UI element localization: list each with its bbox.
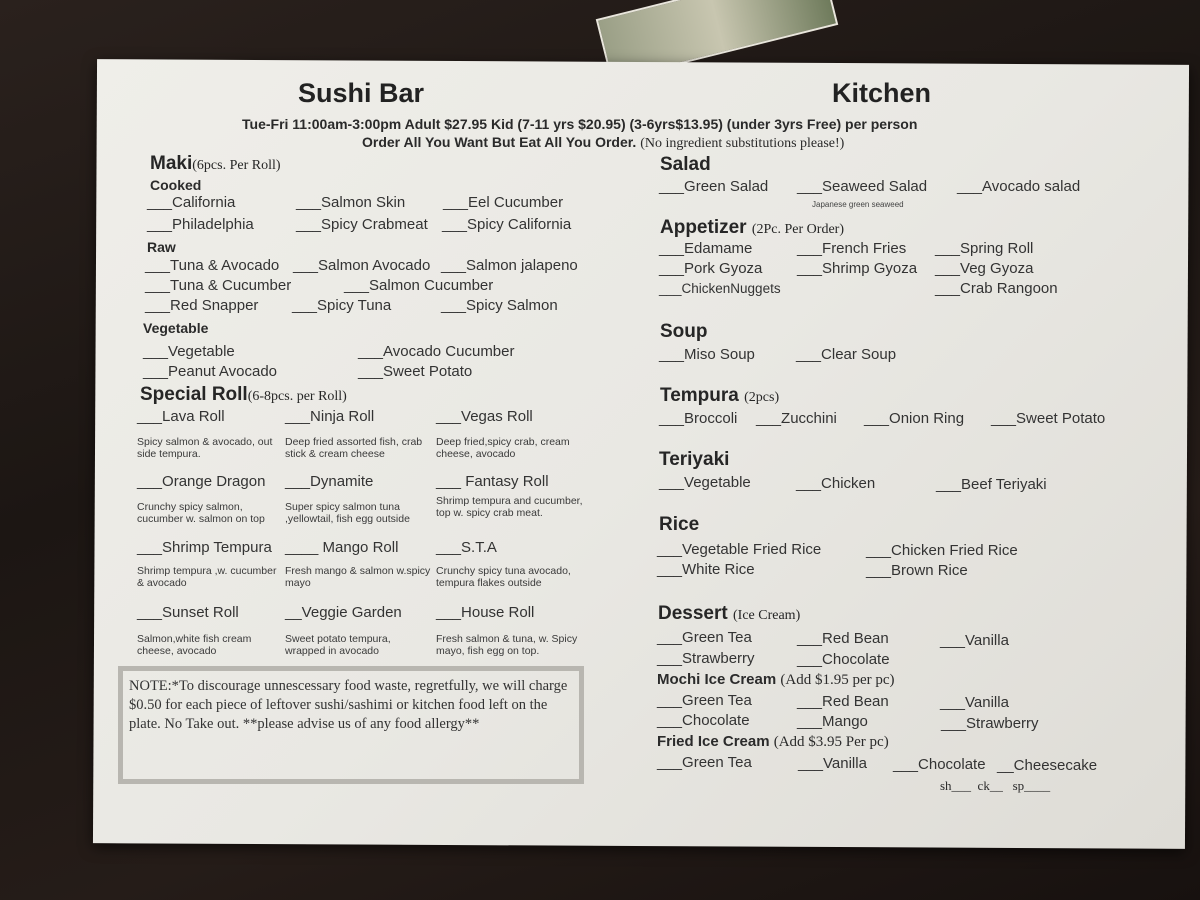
menu-item[interactable]: ___Avocado salad — [957, 178, 1081, 195]
menu-item[interactable]: ___Chicken Fried Rice — [866, 542, 1018, 559]
special-roll-description: Crunchy spicy salmon, cucumber w. salmon on top — [137, 501, 265, 525]
special-roll-description: Fresh mango & salmon w.spicy mayo — [285, 565, 431, 589]
order-policy-bold: Order All You Want But Eat All You Order. — [362, 134, 637, 150]
menu-item[interactable]: ___Beef Teriyaki — [936, 476, 1047, 493]
menu-item[interactable]: ___Edamame — [659, 240, 753, 257]
special-roll-title: Special Roll — [140, 384, 248, 405]
menu-item[interactable]: ___Salmon jalapeno — [441, 257, 578, 274]
special-roll-name[interactable]: ___Orange Dragon — [137, 473, 266, 490]
special-roll-name[interactable]: ___S.T.A — [436, 539, 497, 556]
menu-item[interactable]: ___Tuna & Cucumber — [145, 277, 292, 294]
special-roll-description: Deep fried,spicy crab, cream cheese, avocado — [436, 436, 570, 460]
kitchen-title: Kitchen — [832, 78, 932, 108]
menu-item[interactable]: ___Red Snapper — [145, 297, 259, 314]
menu-item[interactable]: ___Onion Ring — [864, 410, 965, 427]
menu-item[interactable]: ___Broccoli — [659, 410, 738, 427]
menu-item[interactable]: ___Spicy California — [442, 216, 572, 233]
menu-item[interactable]: ___Red Bean — [797, 630, 889, 647]
special-roll-name[interactable]: ___Sunset Roll — [137, 604, 239, 621]
menu-item[interactable]: ___Shrimp Gyoza — [797, 260, 918, 277]
menu-item[interactable]: ___Strawberry — [657, 650, 755, 667]
menu-item[interactable]: ___Strawberry — [941, 715, 1039, 732]
menu-item[interactable]: ___Green Tea — [657, 754, 752, 771]
menu-item[interactable]: ___Salmon Skin — [296, 194, 406, 211]
menu-item[interactable]: ___Chicken — [796, 475, 876, 492]
menu-item[interactable]: ___ChickenNuggets — [659, 281, 781, 296]
special-roll-name[interactable]: ____ Mango Roll — [285, 539, 399, 556]
special-roll-name[interactable]: __Veggie Garden — [285, 604, 402, 621]
menu-item[interactable]: ___Philadelphia — [147, 216, 254, 233]
menu-item[interactable]: ___Miso Soup — [659, 346, 755, 363]
menu-item[interactable]: ___Spicy Crabmeat — [296, 216, 428, 233]
hours-pricing: Tue-Fri 11:00am-3:00pm Adult $27.95 Kid (7-11 yrs $20.95) (3-6yrs$13.95) (under 3yrs Free) per person — [242, 116, 918, 132]
special-roll-description: Shrimp tempura ,w. cucumber & avocado — [137, 565, 277, 589]
fried-note: (Add $3.95 Per pc) — [773, 734, 889, 750]
menu-item[interactable]: ___Vegetable — [659, 474, 751, 491]
menu-item[interactable]: ___Zucchini — [756, 410, 837, 427]
fried-title: Fried Ice Cream — [657, 733, 770, 750]
menu-item[interactable]: ___Vanilla — [940, 694, 1009, 711]
mochi-heading — [657, 671, 895, 689]
seaweed-note: Japanese green seaweed — [812, 200, 904, 209]
maki-title: Maki — [150, 153, 193, 174]
special-roll-description: Crunchy spicy tuna avocado, tempura flakes outside — [436, 565, 571, 589]
special-roll-name[interactable]: ___Shrimp Tempura — [137, 539, 272, 556]
mochi-title: Mochi Ice Cream — [657, 671, 777, 688]
menu-item[interactable]: ___Salmon Avocado — [293, 257, 431, 274]
menu-item[interactable]: ___Vanilla — [940, 632, 1009, 649]
special-roll-description: Salmon,white fish cream cheese, avocado — [137, 633, 252, 657]
special-roll-description: Shrimp tempura and cucumber, top w. spicy crab meat. — [436, 495, 583, 519]
menu-item[interactable]: ___Crab Rangoon — [935, 280, 1058, 297]
cooked-subheading: Cooked — [150, 177, 202, 193]
menu-item[interactable]: ___Vegetable — [143, 343, 235, 360]
maki-note: (6pcs. Per Roll) — [192, 158, 281, 173]
tempura-note: (2pcs) — [744, 390, 780, 405]
menu-item[interactable]: ___White Rice — [657, 561, 755, 578]
vegetable-subheading: Vegetable — [143, 320, 209, 336]
tempura-heading — [660, 385, 779, 407]
special-roll-heading — [140, 384, 347, 406]
menu-item[interactable]: ___Spicy Tuna — [292, 297, 392, 314]
dessert-heading — [658, 603, 800, 625]
food-waste-note: NOTE:*To discourage unnescessary food waste, regretfully, we will charge $0.50 for each piece of leftover sushi/sashimi or kitchen food left on the plate. No Take out. **please advise us of any food allergy** — [118, 666, 584, 784]
soup-heading: Soup — [660, 321, 708, 342]
menu-item[interactable]: ___Vanilla — [798, 755, 867, 772]
sushi-bar-title: Sushi Bar — [298, 78, 425, 108]
teriyaki-heading: Teriyaki — [659, 449, 730, 470]
menu-item[interactable]: ___French Fries — [797, 240, 907, 257]
special-roll-name[interactable]: ___Vegas Roll — [436, 408, 533, 425]
rice-heading: Rice — [659, 514, 700, 535]
fried-ice-cream-heading — [657, 733, 889, 751]
menu-item[interactable]: ___Pork Gyoza — [659, 260, 763, 277]
menu-item[interactable]: ___California — [147, 194, 236, 211]
order-policy — [362, 134, 844, 152]
menu-item[interactable]: ___Veg Gyoza — [935, 260, 1034, 277]
menu-item[interactable]: ___Spicy Salmon — [441, 297, 558, 314]
mochi-note: (Add $1.95 per pc) — [780, 672, 895, 688]
menu-item[interactable]: ___Salmon Cucumber — [344, 277, 494, 294]
menu-item[interactable]: ___Eel Cucumber — [443, 194, 564, 211]
menu-item[interactable]: ___Sweet Potato — [991, 410, 1106, 427]
order-policy-note: (No ingredient substitutions please!) — [640, 136, 845, 151]
menu-item[interactable]: ___Avocado Cucumber — [358, 343, 515, 360]
menu-item[interactable]: ___Chocolate — [893, 756, 986, 773]
menu-item[interactable]: ___Spring Roll — [935, 240, 1034, 257]
menu-item[interactable]: ___Chocolate — [797, 651, 890, 668]
menu-item[interactable]: ___Green Salad — [659, 178, 769, 195]
raw-subheading: Raw — [147, 239, 176, 255]
menu-item[interactable]: ___Mango — [797, 713, 868, 730]
menu-item[interactable]: ___Tuna & Avocado — [145, 257, 280, 274]
special-roll-description: Sweet potato tempura, wrapped in avocado — [285, 633, 391, 657]
appetizer-heading — [660, 217, 844, 239]
staff-codes: sh___ ck__ sp____ — [940, 778, 1051, 793]
special-roll-note: (6-8pcs. per Roll) — [247, 389, 347, 404]
menu-item[interactable]: ___Green Tea — [657, 692, 752, 709]
menu-item[interactable]: ___Peanut Avocado — [143, 363, 278, 380]
dessert-note: (Ice Cream) — [733, 608, 801, 623]
special-roll-description: Deep fried assorted fish, crab stick & cream cheese — [285, 436, 423, 460]
salad-heading: Salad — [660, 154, 711, 175]
menu-item[interactable]: ___Vegetable Fried Rice — [657, 541, 822, 558]
special-roll-description: Fresh salmon & tuna, w. Spicy mayo, fish egg on top. — [436, 633, 578, 657]
special-roll-name[interactable]: ___Ninja Roll — [285, 408, 375, 425]
special-roll-name[interactable]: ___Lava Roll — [137, 408, 225, 425]
special-roll-description: Super spicy salmon tuna ,yellowtail, fish egg outside — [285, 501, 410, 525]
menu-item[interactable]: __Cheesecake — [997, 757, 1098, 774]
appetizer-title: Appetizer — [660, 217, 747, 238]
special-roll-name[interactable]: ___Dynamite — [285, 473, 374, 490]
special-roll-name[interactable]: ___ Fantasy Roll — [436, 473, 549, 490]
special-roll-description: Spicy salmon & avocado, out side tempura. — [137, 436, 273, 460]
menu-item[interactable]: ___Chocolate — [657, 712, 750, 729]
menu-item[interactable]: ___Brown Rice — [866, 562, 968, 579]
menu-item[interactable]: ___Red Bean — [797, 693, 889, 710]
menu-item[interactable]: ___Sweet Potato — [358, 363, 473, 380]
menu-item[interactable]: ___Seaweed Salad — [797, 178, 928, 195]
maki-heading — [150, 153, 281, 175]
tempura-title: Tempura — [660, 385, 739, 406]
appetizer-note: (2Pc. Per Order) — [751, 222, 844, 237]
special-roll-name[interactable]: ___House Roll — [436, 604, 535, 621]
menu-item[interactable]: ___Green Tea — [657, 629, 752, 646]
dessert-title: Dessert — [658, 603, 728, 624]
menu-item[interactable]: ___Clear Soup — [796, 346, 897, 363]
